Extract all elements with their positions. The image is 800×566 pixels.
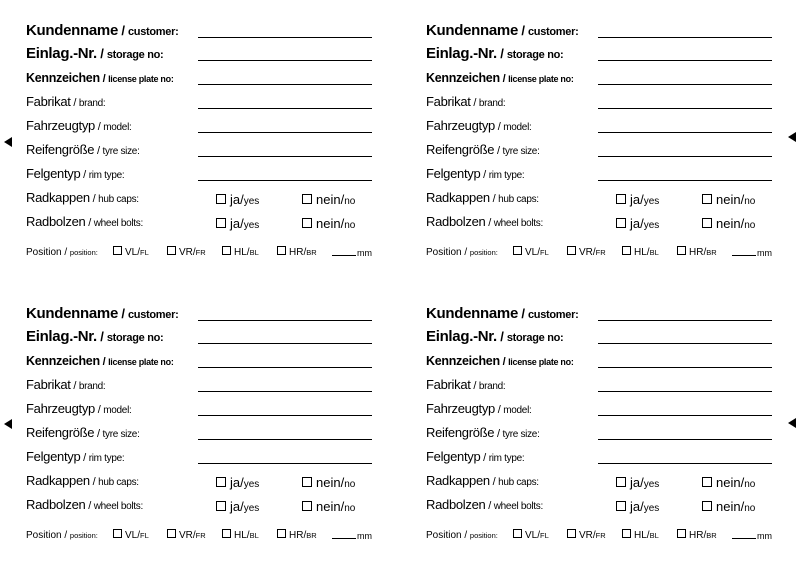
model-label: Fahrzeugtyp / model:: [426, 401, 532, 416]
storage-row: [26, 326, 372, 348]
position-br-checkbox[interactable]: [677, 529, 686, 538]
storage-field[interactable]: [598, 60, 772, 61]
plate-label: Kennzeichen / license plate no:: [26, 354, 174, 368]
hubcaps-no-option[interactable]: nein/no: [302, 475, 355, 490]
tyre-field[interactable]: [198, 439, 372, 440]
bolts-no-option[interactable]: nein/no: [702, 499, 755, 514]
model-label: Fahrzeugtyp / model:: [426, 118, 532, 133]
plate-label: Kennzeichen / license plate no:: [26, 71, 174, 85]
plate-label: Kennzeichen / license plate no:: [426, 71, 574, 85]
storage-field[interactable]: [598, 343, 772, 344]
rim-row: [426, 163, 772, 185]
customer-label: Kundenname / customer:: [426, 22, 579, 39]
brand-field[interactable]: [198, 391, 372, 392]
customer-label: Kundenname / customer:: [26, 305, 179, 322]
model-field[interactable]: [598, 132, 772, 133]
position-fl-option[interactable]: VL/FL: [513, 529, 549, 541]
position-fr-option[interactable]: VR/FR: [567, 529, 606, 541]
storage-field[interactable]: [198, 60, 372, 61]
model-field[interactable]: [598, 415, 772, 416]
hubcaps-row: [426, 470, 772, 492]
position-bl-checkbox[interactable]: [622, 529, 631, 538]
brand-field[interactable]: [598, 391, 772, 392]
bolts-yes-checkbox[interactable]: [216, 218, 226, 228]
tire-label-card: [426, 303, 786, 563]
brand-row: [26, 374, 372, 396]
tyre-label: Reifengröße / tyre size:: [426, 142, 540, 157]
position-fl-checkbox[interactable]: [513, 529, 522, 538]
plate-row: [426, 350, 772, 372]
tyre-field[interactable]: [198, 156, 372, 157]
hubcaps-no-checkbox[interactable]: [702, 477, 712, 487]
hubcaps-row: [26, 187, 372, 209]
position-bl-option[interactable]: HL/BL: [222, 529, 259, 541]
bolts-yes-option[interactable]: ja/yes: [616, 216, 659, 231]
position-row: [26, 522, 372, 544]
position-fl-checkbox[interactable]: [113, 246, 122, 255]
model-row: [426, 398, 772, 420]
tread-depth-field[interactable]: mm: [332, 248, 372, 258]
customer-field[interactable]: [598, 320, 772, 321]
tire-label-card: [26, 20, 386, 280]
bolts-no-option[interactable]: nein/no: [302, 216, 355, 231]
position-bl-option[interactable]: HL/BL: [622, 529, 659, 541]
customer-row: [26, 303, 372, 325]
rim-label: Felgentyp / rim type:: [26, 449, 125, 464]
tire-label-card: [426, 20, 786, 280]
customer-row: [426, 20, 772, 42]
bolts-label: Radbolzen / wheel bolts:: [26, 214, 143, 229]
customer-label: Kundenname / customer:: [26, 22, 179, 39]
rim-field[interactable]: [598, 180, 772, 181]
rim-field[interactable]: [198, 180, 372, 181]
bolts-label: Radbolzen / wheel bolts:: [426, 214, 543, 229]
tyre-row: [426, 139, 772, 161]
plate-field[interactable]: [198, 84, 372, 85]
customer-label: Kundenname / customer:: [426, 305, 579, 322]
storage-row: [426, 326, 772, 348]
hubcaps-no-checkbox[interactable]: [702, 194, 712, 204]
position-label: Position / position:: [26, 247, 98, 258]
bolts-label: Radbolzen / wheel bolts:: [26, 497, 143, 512]
left-arrow-icon: [4, 137, 12, 147]
brand-label: Fabrikat / brand:: [26, 94, 106, 109]
storage-row: [26, 43, 372, 65]
position-fr-option[interactable]: VR/FR: [567, 246, 606, 258]
position-fl-option[interactable]: VL/FL: [113, 246, 149, 258]
brand-row: [26, 91, 372, 113]
hubcaps-label: Radkappen / hub caps:: [26, 190, 139, 205]
storage-label: Einlag.-Nr. / storage no:: [426, 45, 564, 62]
storage-label: Einlag.-Nr. / storage no:: [26, 328, 164, 345]
model-field[interactable]: [198, 415, 372, 416]
plate-field[interactable]: [198, 367, 372, 368]
bolts-row: [426, 494, 772, 516]
position-bl-option[interactable]: HL/BL: [222, 246, 259, 258]
position-fl-option[interactable]: VL/FL: [513, 246, 549, 258]
model-row: [426, 115, 772, 137]
bolts-yes-option[interactable]: ja/yes: [616, 499, 659, 514]
position-bl-checkbox[interactable]: [622, 246, 631, 255]
customer-row: [426, 303, 772, 325]
rim-row: [426, 446, 772, 468]
tyre-row: [426, 422, 772, 444]
tyre-field[interactable]: [598, 439, 772, 440]
tyre-label: Reifengröße / tyre size:: [26, 425, 140, 440]
brand-label: Fabrikat / brand:: [426, 377, 506, 392]
bolts-no-option[interactable]: nein/no: [302, 499, 355, 514]
plate-row: [426, 67, 772, 89]
hubcaps-yes-option[interactable]: ja/yes: [616, 475, 659, 490]
bolts-row: [26, 211, 372, 233]
brand-field[interactable]: [598, 108, 772, 109]
hubcaps-yes-option[interactable]: ja/yes: [216, 475, 259, 490]
position-br-option[interactable]: HR/BR: [277, 246, 317, 258]
storage-label: Einlag.-Nr. / storage no:: [426, 328, 564, 345]
bolts-row: [426, 211, 772, 233]
position-fl-checkbox[interactable]: [113, 529, 122, 538]
rim-row: [26, 446, 372, 468]
storage-field[interactable]: [198, 343, 372, 344]
tread-depth-field[interactable]: mm: [732, 248, 772, 258]
tyre-label: Reifengröße / tyre size:: [426, 425, 540, 440]
hubcaps-yes-checkbox[interactable]: [216, 477, 226, 487]
bolts-label: Radbolzen / wheel bolts:: [426, 497, 543, 512]
position-fl-checkbox[interactable]: [513, 246, 522, 255]
model-field[interactable]: [198, 132, 372, 133]
hubcaps-yes-checkbox[interactable]: [616, 194, 626, 204]
customer-field[interactable]: [198, 37, 372, 38]
bolts-yes-option[interactable]: ja/yes: [216, 499, 259, 514]
brand-row: [426, 91, 772, 113]
left-arrow-icon: [788, 132, 796, 142]
position-br-checkbox[interactable]: [277, 529, 286, 538]
plate-label: Kennzeichen / license plate no:: [426, 354, 574, 368]
position-row: [426, 239, 772, 261]
brand-row: [426, 374, 772, 396]
tread-depth-field[interactable]: mm: [732, 531, 772, 541]
left-arrow-icon: [788, 418, 796, 428]
position-fr-option[interactable]: VR/FR: [167, 246, 206, 258]
bolts-no-checkbox[interactable]: [302, 501, 312, 511]
tyre-row: [26, 422, 372, 444]
tyre-row: [26, 139, 372, 161]
hubcaps-row: [426, 187, 772, 209]
bolts-no-option[interactable]: nein/no: [702, 216, 755, 231]
bolts-row: [26, 494, 372, 516]
plate-row: [26, 67, 372, 89]
hubcaps-no-option[interactable]: nein/no: [702, 192, 755, 207]
rim-field[interactable]: [598, 463, 772, 464]
hubcaps-row: [26, 470, 372, 492]
position-label: Position / position:: [426, 530, 498, 541]
bolts-yes-checkbox[interactable]: [216, 501, 226, 511]
bolts-yes-checkbox[interactable]: [616, 218, 626, 228]
hubcaps-yes-option[interactable]: ja/yes: [216, 192, 259, 207]
position-br-option[interactable]: HR/BR: [277, 529, 317, 541]
model-label: Fahrzeugtyp / model:: [26, 118, 132, 133]
position-row: [26, 239, 372, 261]
tire-label-card: [26, 303, 386, 563]
tread-depth-field[interactable]: mm: [332, 531, 372, 541]
plate-field[interactable]: [598, 84, 772, 85]
storage-label: Einlag.-Nr. / storage no:: [26, 45, 164, 62]
model-row: [26, 115, 372, 137]
brand-label: Fabrikat / brand:: [26, 377, 106, 392]
model-row: [26, 398, 372, 420]
rim-label: Felgentyp / rim type:: [426, 449, 525, 464]
hubcaps-yes-option[interactable]: ja/yes: [616, 192, 659, 207]
position-row: [426, 522, 772, 544]
bolts-no-checkbox[interactable]: [702, 218, 712, 228]
rim-field[interactable]: [198, 463, 372, 464]
position-bl-checkbox[interactable]: [222, 246, 231, 255]
position-label: Position / position:: [26, 530, 98, 541]
hubcaps-label: Radkappen / hub caps:: [26, 473, 139, 488]
tyre-field[interactable]: [598, 156, 772, 157]
position-br-option[interactable]: HR/BR: [677, 246, 717, 258]
plate-row: [26, 350, 372, 372]
brand-field[interactable]: [198, 108, 372, 109]
bolts-yes-option[interactable]: ja/yes: [216, 216, 259, 231]
position-fr-checkbox[interactable]: [567, 529, 576, 538]
customer-field[interactable]: [198, 320, 372, 321]
hubcaps-yes-checkbox[interactable]: [216, 194, 226, 204]
hubcaps-no-checkbox[interactable]: [302, 194, 312, 204]
position-bl-checkbox[interactable]: [222, 529, 231, 538]
hubcaps-label: Radkappen / hub caps:: [426, 473, 539, 488]
customer-field[interactable]: [598, 37, 772, 38]
rim-label: Felgentyp / rim type:: [426, 166, 525, 181]
left-arrow-icon: [4, 419, 12, 429]
hubcaps-no-option[interactable]: nein/no: [302, 192, 355, 207]
hubcaps-label: Radkappen / hub caps:: [426, 190, 539, 205]
model-label: Fahrzeugtyp / model:: [26, 401, 132, 416]
tyre-label: Reifengröße / tyre size:: [26, 142, 140, 157]
position-fr-checkbox[interactable]: [167, 529, 176, 538]
rim-row: [26, 163, 372, 185]
hubcaps-no-option[interactable]: nein/no: [702, 475, 755, 490]
bolts-yes-checkbox[interactable]: [616, 501, 626, 511]
hubcaps-yes-checkbox[interactable]: [616, 477, 626, 487]
position-br-option[interactable]: HR/BR: [677, 529, 717, 541]
customer-row: [26, 20, 372, 42]
position-br-checkbox[interactable]: [277, 246, 286, 255]
position-fr-checkbox[interactable]: [567, 246, 576, 255]
position-bl-option[interactable]: HL/BL: [622, 246, 659, 258]
bolts-no-checkbox[interactable]: [702, 501, 712, 511]
brand-label: Fabrikat / brand:: [426, 94, 506, 109]
position-label: Position / position:: [426, 247, 498, 258]
position-br-checkbox[interactable]: [677, 246, 686, 255]
position-fr-option[interactable]: VR/FR: [167, 529, 206, 541]
bolts-no-checkbox[interactable]: [302, 218, 312, 228]
hubcaps-no-checkbox[interactable]: [302, 477, 312, 487]
storage-row: [426, 43, 772, 65]
position-fl-option[interactable]: VL/FL: [113, 529, 149, 541]
position-fr-checkbox[interactable]: [167, 246, 176, 255]
rim-label: Felgentyp / rim type:: [26, 166, 125, 181]
plate-field[interactable]: [598, 367, 772, 368]
